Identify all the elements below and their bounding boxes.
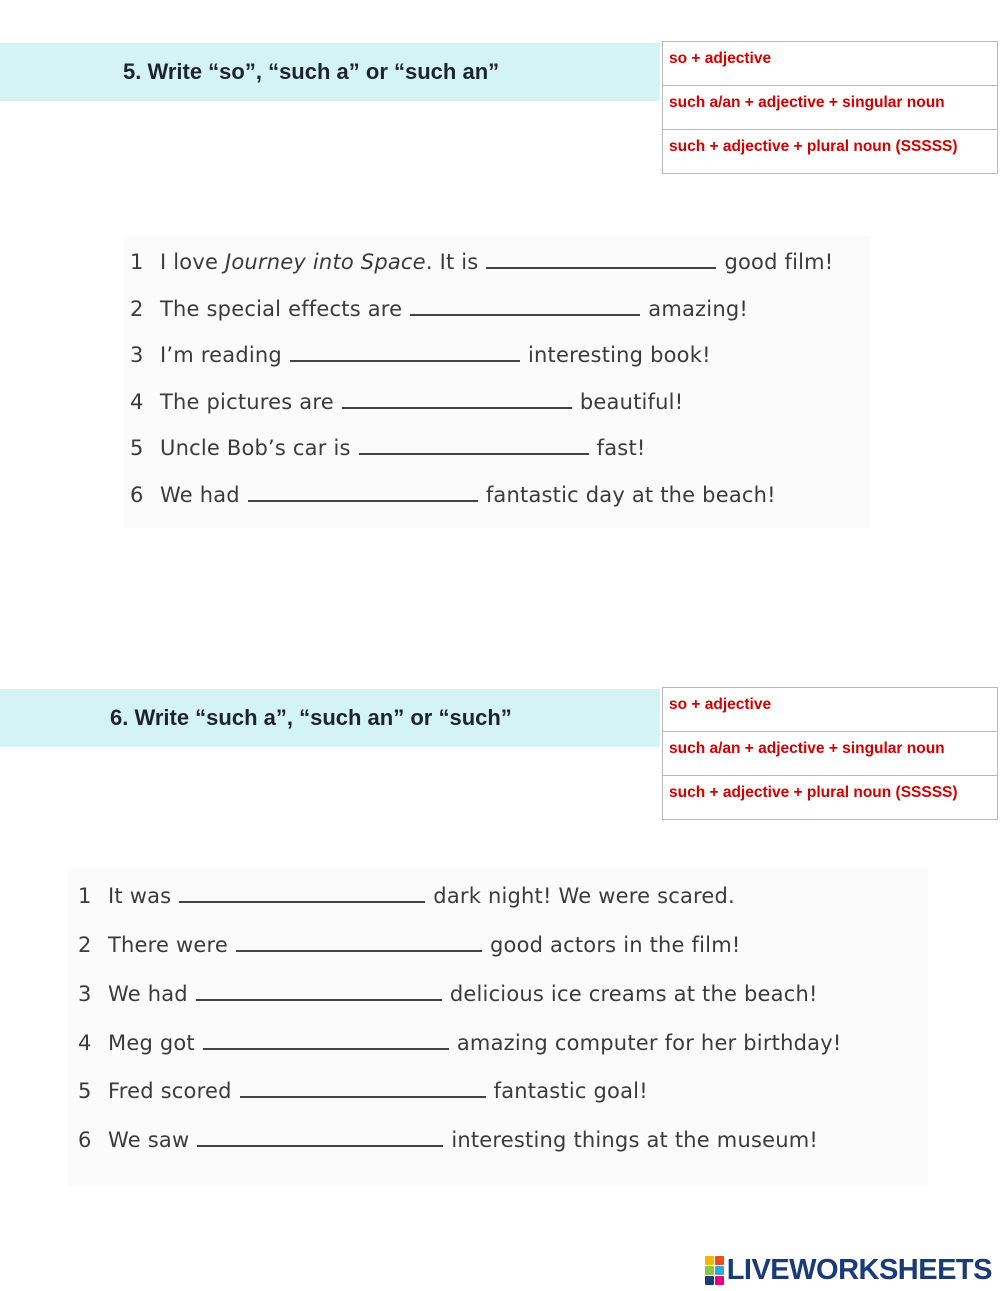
rule-row: such a/an + adjective + singular noun (663, 86, 997, 130)
item-ending: amazing! (648, 297, 748, 321)
answer-blank[interactable] (248, 500, 478, 502)
answer-blank[interactable] (342, 407, 572, 409)
answer-blank[interactable] (410, 314, 640, 316)
exercise-item (130, 343, 711, 367)
item-number: 6 (78, 1128, 92, 1152)
item-prompt: We saw (108, 1128, 190, 1152)
answer-blank[interactable] (359, 453, 589, 455)
section-5-rules-table (662, 41, 998, 174)
exercise-item (130, 483, 776, 507)
rule-row: so + adjective (663, 688, 997, 732)
section-6-title: 6. Write “such a”, “such an” or “such” (110, 705, 512, 730)
rule-row: such a/an + adjective + singular noun (663, 732, 997, 776)
item-ending: good actors in the film! (490, 933, 741, 957)
exercise-item (130, 390, 683, 414)
item-prompt: It was (108, 884, 172, 908)
answer-blank[interactable] (203, 1048, 449, 1050)
exercise-item (78, 1031, 841, 1055)
exercise-item (78, 1128, 818, 1152)
section-5-title: 5. Write “so”, “such a” or “such an” (123, 59, 500, 84)
film-title: Journey into Space (224, 250, 426, 274)
item-number: 6 (130, 483, 144, 507)
item-ending: beautiful! (579, 390, 684, 414)
answer-blank[interactable] (236, 950, 482, 952)
item-ending: good film! (724, 250, 834, 274)
section-6-header (0, 689, 660, 747)
prompt-text: I love (160, 250, 225, 274)
liveworksheets-logo-icon (705, 1256, 724, 1285)
item-prompt (160, 250, 478, 274)
answer-blank[interactable] (196, 999, 442, 1001)
item-ending: interesting things at the museum! (451, 1128, 819, 1152)
answer-blank[interactable] (290, 360, 520, 362)
exercise-item (130, 436, 646, 460)
rule-row: such + adjective + plural noun (SSSSS) (663, 130, 997, 174)
item-number: 3 (130, 343, 144, 367)
item-number: 5 (78, 1079, 92, 1103)
item-prompt: Fred scored (108, 1079, 232, 1103)
answer-blank[interactable] (486, 267, 716, 269)
exercise-item (78, 1079, 648, 1103)
rule-row: so + adjective (663, 42, 997, 86)
item-number: 4 (78, 1031, 92, 1055)
exercise-item (130, 297, 748, 321)
item-prompt: The pictures are (160, 390, 334, 414)
item-prompt: The special effects are (160, 297, 403, 321)
exercise-item (78, 933, 741, 957)
rule-row: such + adjective + plural noun (SSSSS) (663, 776, 997, 820)
item-ending: amazing computer for her birthday! (456, 1031, 842, 1055)
item-prompt: I’m reading (160, 343, 282, 367)
item-ending: fast! (596, 436, 646, 460)
item-prompt: We had (160, 483, 240, 507)
section-5-exercise (124, 236, 870, 528)
item-ending: fantastic goal! (493, 1079, 648, 1103)
answer-blank[interactable] (197, 1145, 443, 1147)
item-prompt: There were (108, 933, 229, 957)
item-number: 1 (78, 884, 92, 908)
liveworksheets-logo[interactable] (705, 1254, 992, 1287)
section-6-rules-table (662, 687, 998, 820)
item-number: 2 (78, 933, 92, 957)
item-ending: interesting book! (527, 343, 711, 367)
item-ending: delicious ice creams at the beach! (449, 982, 818, 1006)
item-number: 4 (130, 390, 144, 414)
item-prompt: We had (108, 982, 188, 1006)
answer-blank[interactable] (240, 1096, 486, 1098)
item-ending: dark night! We were scared. (433, 884, 735, 908)
prompt-tail: . It is (425, 250, 479, 274)
answer-blank[interactable] (179, 901, 425, 903)
item-prompt: Meg got (108, 1031, 195, 1055)
exercise-item (78, 982, 818, 1006)
exercise-item (78, 884, 735, 908)
item-number: 1 (130, 250, 144, 274)
section-6-exercise (68, 868, 928, 1186)
item-prompt: Uncle Bob’s car is (160, 436, 351, 460)
logo-text: LIVEWORKSHEETS (726, 1254, 992, 1286)
exercise-item (130, 250, 833, 274)
item-ending: fantastic day at the beach! (485, 483, 776, 507)
item-number: 3 (78, 982, 92, 1006)
section-5-header (0, 43, 660, 101)
item-number: 5 (130, 436, 144, 460)
item-number: 2 (130, 297, 144, 321)
